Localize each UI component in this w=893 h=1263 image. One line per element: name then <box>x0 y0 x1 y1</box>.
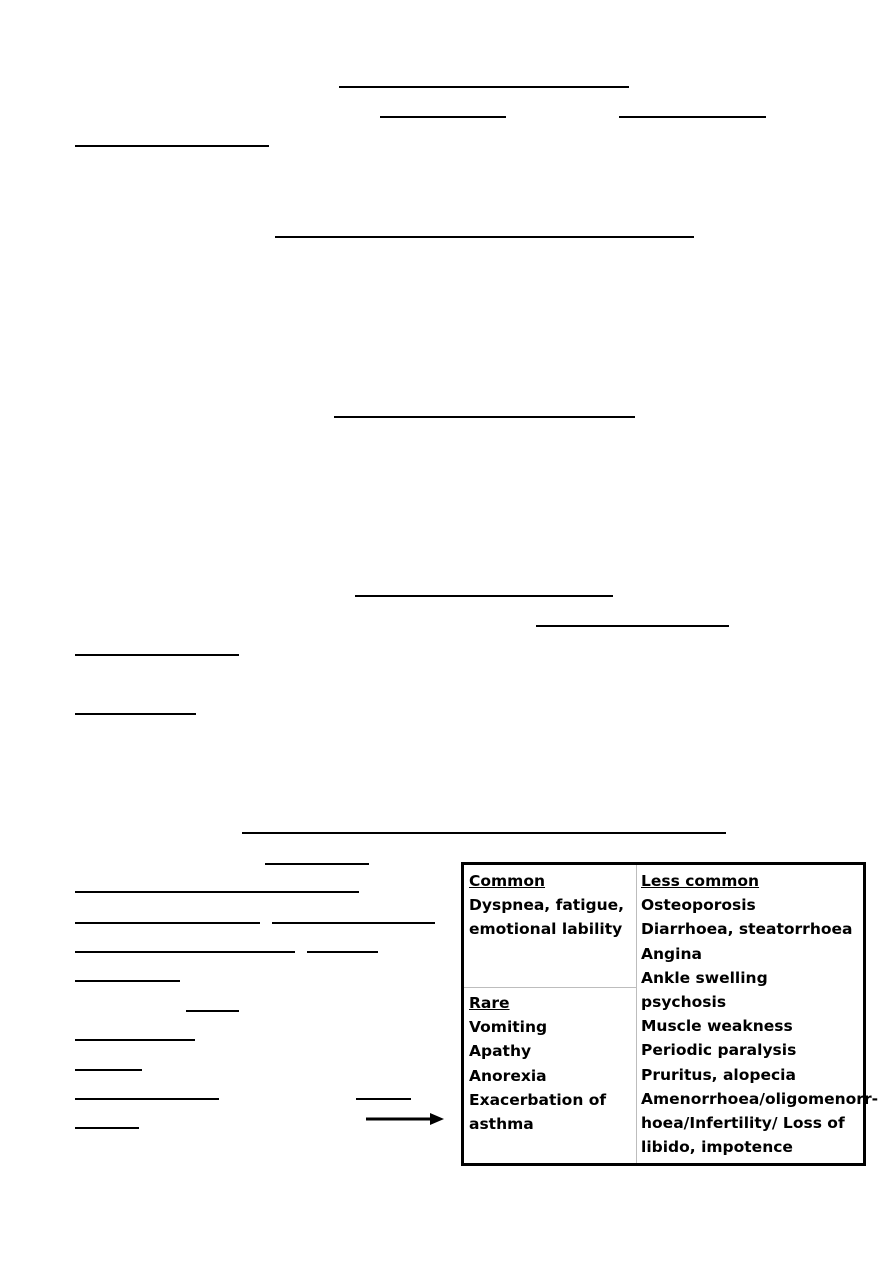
common-line: Dyspnea, fatigue, <box>469 896 625 915</box>
common-line: emotional lability <box>469 920 623 939</box>
less-common-line: Osteoporosis <box>641 896 756 915</box>
heading-underline-1 <box>339 86 629 88</box>
list-underline-7 <box>75 1069 142 1071</box>
rare-line: Exacerbation of <box>469 1090 607 1109</box>
rare-line: Apathy <box>469 1042 532 1061</box>
list-underline-3a <box>75 951 295 953</box>
less-common-line: Pruritus, alopecia <box>641 1065 796 1084</box>
less-common-line: Diarrhoea, steatorrhoea <box>641 920 853 939</box>
less-common-line: hoea/Infertility/ Loss of <box>641 1114 845 1133</box>
less-common-line: Amenorrhoea/oligomenorr- <box>641 1089 879 1108</box>
text-underline-2 <box>75 654 239 656</box>
right-arrow-icon <box>366 1111 446 1127</box>
list-underline-1 <box>75 891 359 893</box>
list-underline-9 <box>75 1127 139 1129</box>
subheading-underline-d <box>265 863 369 865</box>
less-common-line: Muscle weakness <box>641 1017 793 1036</box>
less-common-line: libido, impotence <box>641 1138 793 1157</box>
list-underline-5 <box>186 1010 239 1012</box>
rare-line: Anorexia <box>469 1066 547 1085</box>
list-underline-2b <box>272 922 435 924</box>
list-underline-8a <box>75 1098 219 1100</box>
less-common-heading: Less common <box>641 872 760 890</box>
subheading-underline-c <box>536 625 729 627</box>
less-common-line: psychosis <box>641 993 727 1012</box>
subheading-underline-b <box>619 116 766 118</box>
list-underline-8b <box>356 1098 411 1100</box>
table-column-divider <box>636 865 637 1163</box>
list-underline-6 <box>75 1039 195 1041</box>
list-underline-3b <box>307 951 378 953</box>
subheading-underline-a <box>380 116 506 118</box>
table-row-divider <box>464 987 636 988</box>
heading-underline-2 <box>275 236 694 238</box>
symptoms-table <box>461 862 879 1166</box>
common-cell <box>469 869 624 942</box>
rare-heading: Rare <box>469 994 510 1012</box>
heading-underline-3 <box>334 416 635 418</box>
less-common-cell <box>641 869 878 1159</box>
heading-underline-5 <box>242 832 726 834</box>
common-heading: Common <box>469 872 546 890</box>
rare-line: Vomiting <box>469 1018 548 1037</box>
less-common-line: Angina <box>641 944 702 963</box>
text-underline-3 <box>75 713 196 715</box>
list-underline-4 <box>75 980 180 982</box>
list-underline-2a <box>75 922 260 924</box>
heading-underline-4 <box>355 595 613 597</box>
less-common-line: Periodic paralysis <box>641 1041 797 1060</box>
rare-line: asthma <box>469 1115 534 1134</box>
text-underline-1 <box>75 145 269 147</box>
rare-cell <box>469 991 606 1136</box>
less-common-line: Ankle swelling <box>641 968 768 987</box>
